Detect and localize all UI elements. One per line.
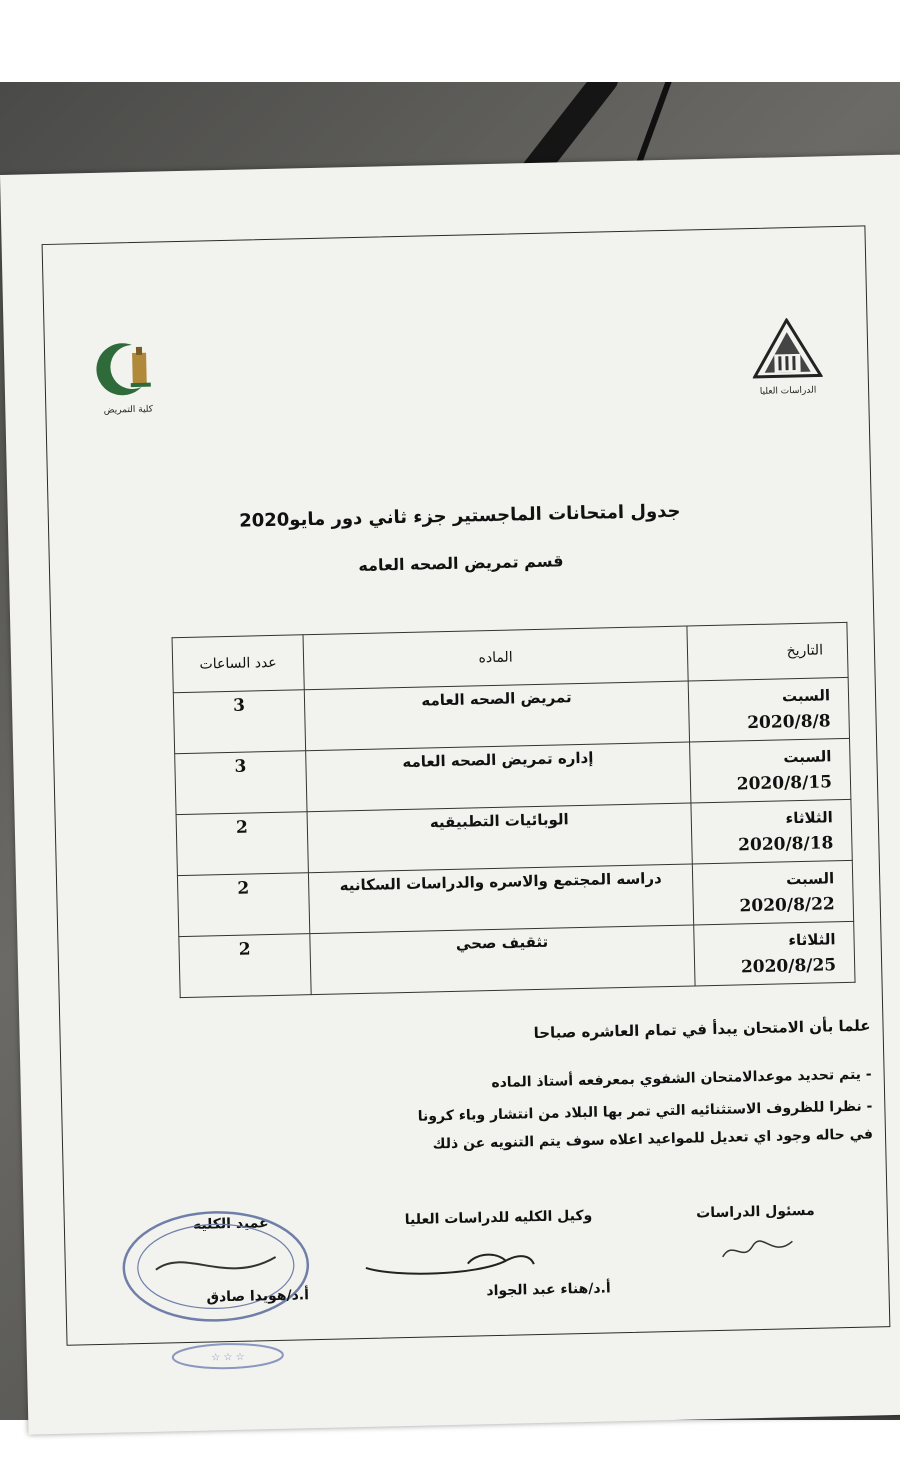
dean-label: عميد الكليه bbox=[192, 1215, 269, 1233]
dean-stamp bbox=[114, 1204, 317, 1329]
exam-start-note: علما بأن الامتحان يبدأ في تمام العاشره صباحا bbox=[533, 1016, 871, 1043]
subject-cell: إداره تمريض الصحه العامه bbox=[306, 742, 691, 812]
subject-cell: الوبائيات التطبيقيه bbox=[307, 803, 692, 873]
date-cell bbox=[690, 738, 851, 803]
day-name: السبت bbox=[783, 747, 832, 767]
subject-cell: دراسه المجتمع والاسره والدراسات السكانيه bbox=[308, 864, 693, 934]
exam-schedule-table bbox=[172, 622, 856, 998]
graduate-studies-logo bbox=[746, 317, 828, 397]
studies-officer-signature bbox=[717, 1233, 798, 1265]
faculty-seal bbox=[168, 1340, 289, 1373]
date-cell bbox=[694, 921, 855, 986]
exam-date: 2020/8/18 bbox=[737, 833, 834, 856]
page-frame bbox=[42, 225, 891, 1364]
hours-cell: 3 bbox=[175, 751, 307, 815]
vice-dean-label: وكيل الكليه للدراسات العليا bbox=[404, 1207, 593, 1229]
oral-exam-note: - يتم تحديد موعدالامتحان الشفوي بمعرفعه أستاذ الماده bbox=[491, 1066, 872, 1092]
hours-cell: 2 bbox=[177, 873, 309, 937]
paper-sheet bbox=[0, 154, 900, 1434]
exam-date: 2020/8/8 bbox=[747, 711, 831, 734]
exam-date: 2020/8/15 bbox=[736, 772, 833, 795]
left-logo-caption: كلية التمريض bbox=[103, 404, 154, 416]
subject-cell: تمريض الصحه العامه bbox=[304, 681, 689, 751]
corona-note-continued: في حاله وجود اي تعديل للمواعيد اعلاه سوف يتم التنويه عن ذلك bbox=[432, 1126, 874, 1153]
day-name: الثلاثاء bbox=[785, 808, 833, 828]
day-name: الثلاثاء bbox=[788, 930, 836, 950]
vice-dean-signature bbox=[355, 1244, 546, 1282]
exam-date: 2020/8/22 bbox=[739, 894, 835, 917]
date-header: التاريخ bbox=[687, 622, 848, 681]
day-name: السبت bbox=[785, 869, 835, 889]
corona-note: - نظرا للظروف الاستثنائيه التي تمر بها البلاد من انتشار وباء كرونا bbox=[417, 1098, 873, 1125]
date-cell bbox=[688, 677, 849, 742]
studies-officer-label: مسئول الدراسات bbox=[696, 1202, 815, 1222]
department-subtitle: قسم تمريض الصحه العامه bbox=[358, 551, 564, 575]
right-logo-caption: الدراسات العليا bbox=[759, 385, 817, 397]
document-title: جدول امتحانات الماجستير جزء ثاني دور مايو2020 bbox=[238, 500, 681, 532]
svg-text:☆ ☆ ☆: ☆ ☆ ☆ bbox=[211, 1351, 245, 1364]
date-cell bbox=[692, 860, 853, 925]
day-name: السبت bbox=[781, 686, 831, 706]
hours-cell: 2 bbox=[176, 812, 308, 876]
crescent-logo-icon bbox=[92, 338, 163, 400]
vice-dean-name: أ.د/هناء عبد الجواد bbox=[486, 1280, 611, 1300]
hours-cell: 2 bbox=[179, 934, 311, 998]
nursing-faculty-logo bbox=[87, 338, 169, 416]
hours-header: عدد الساعات bbox=[172, 635, 304, 693]
hours-cell: 3 bbox=[173, 690, 305, 754]
dean-name: أ.د/هويدا صادق bbox=[206, 1287, 310, 1306]
subject-cell: تثقيف صحي bbox=[310, 925, 695, 995]
date-cell bbox=[691, 799, 852, 864]
pyramid-logo-icon bbox=[751, 317, 822, 381]
subject-header: الماده bbox=[303, 626, 688, 690]
exam-date: 2020/8/25 bbox=[740, 955, 837, 978]
